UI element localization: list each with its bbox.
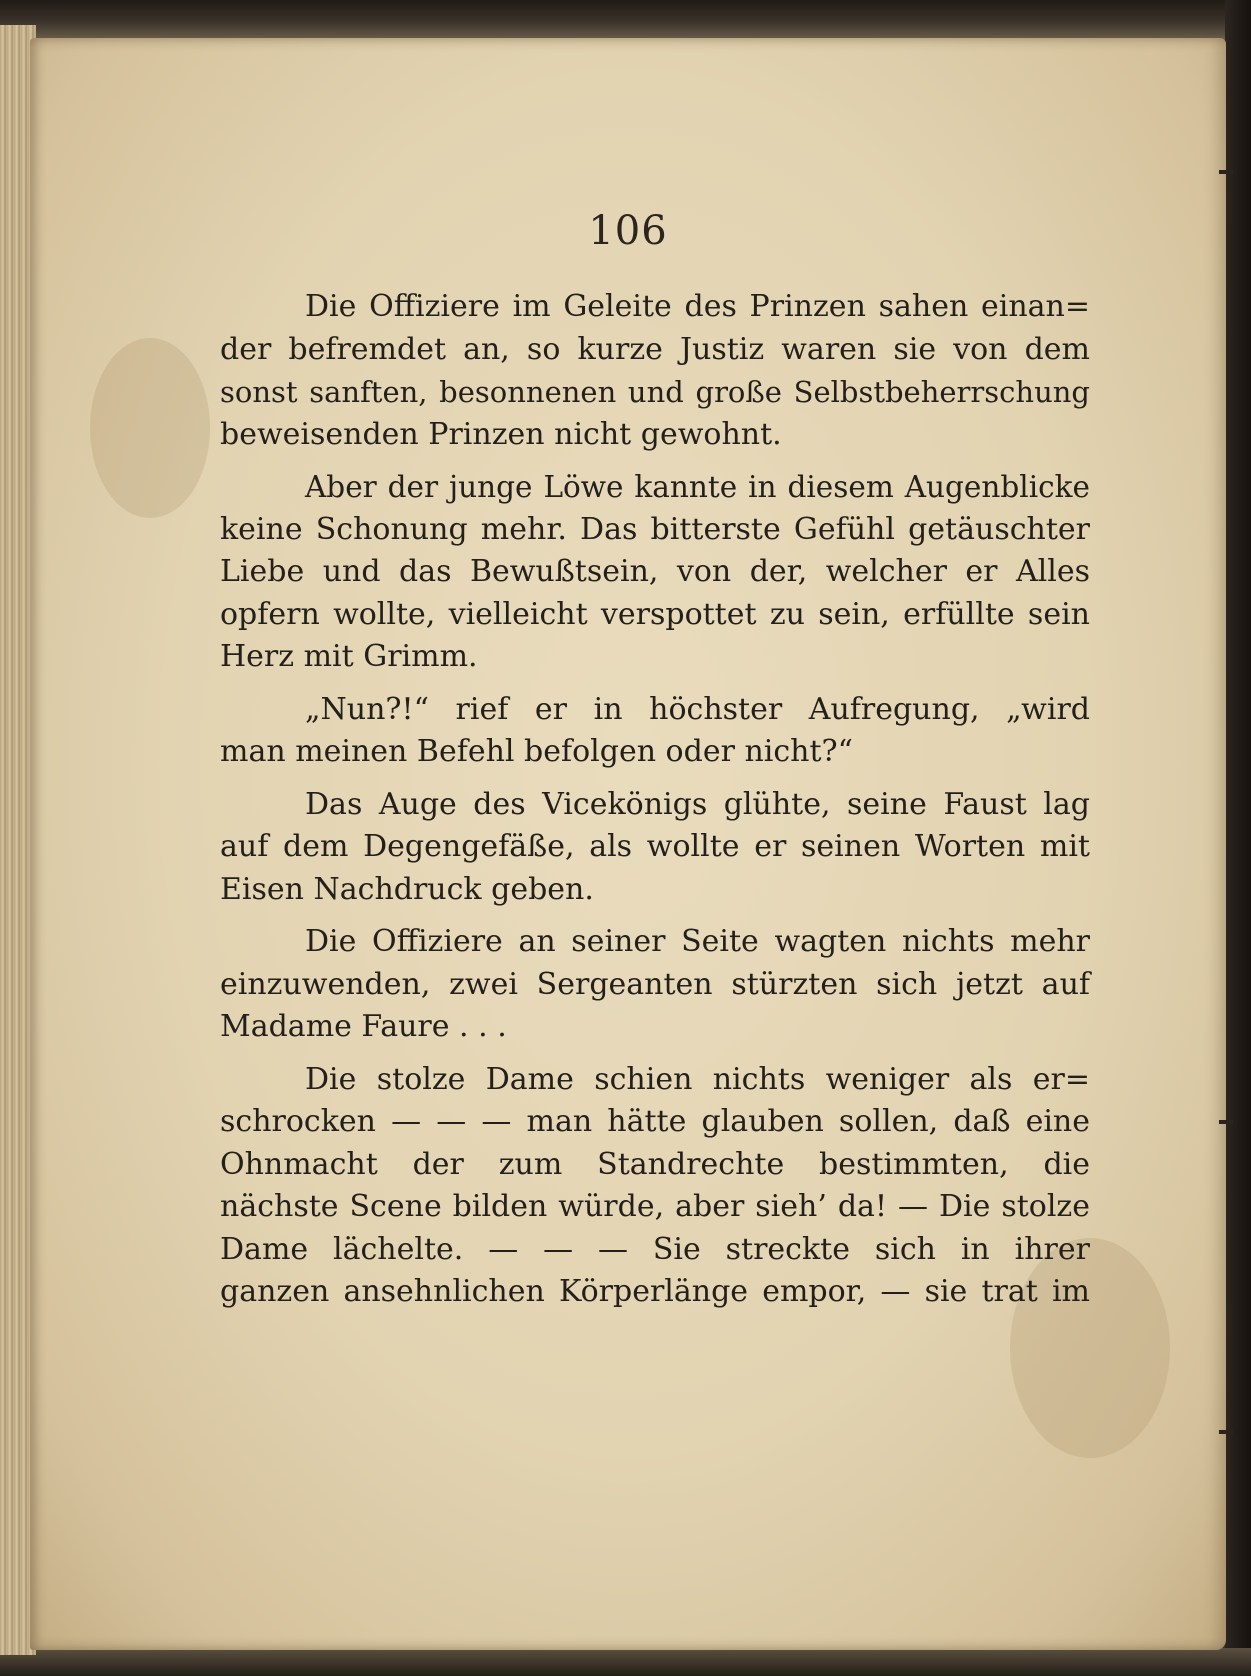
- text-line: Madame Faure . . .: [220, 1009, 507, 1044]
- text-line: Das Auge des Vicekönigs glühte, seine Faust lag: [305, 786, 1090, 822]
- text-line: „Nun?!“ rief er in höchster Aufregung, „wird: [305, 691, 1090, 727]
- text-line: Die stolze Dame schien nichts weniger als er=: [305, 1061, 1090, 1097]
- text-line: Ohnmacht der zum Standrechte bestimmten, die: [220, 1146, 1090, 1182]
- paragraph-4: [220, 784, 1090, 912]
- text-line: man meinen Befehl befolgen oder nicht?“: [220, 734, 853, 769]
- body-text: [220, 286, 1090, 1324]
- text-line: schrocken — — — man hätte glauben sollen, daß eine: [220, 1104, 1090, 1139]
- text-line: Eisen Nachdruck geben.: [220, 871, 594, 907]
- text-line: Dame lächelte. — — — Sie streckte sich in ihrer: [220, 1231, 1090, 1267]
- text-line: opfern wollte, vielleicht verspottet zu sein, erfüllte sein: [220, 596, 1090, 632]
- text-line: ganzen ansehnlichen Körperlänge empor, — sie trat im: [220, 1274, 1090, 1309]
- text-line: Aber der junge Löwe kannte in diesem Augenblicke: [305, 470, 1090, 504]
- page-number: 106: [588, 208, 668, 254]
- text-line: der befremdet an, so kurze Justiz waren sie von dem: [220, 331, 1090, 367]
- text-line: keine Schonung mehr. Das bitterste Gefühl getäuschter: [220, 511, 1090, 547]
- text-line: auf dem Degengefäße, als wollte er seinen Worten mit: [220, 829, 1090, 864]
- scan-background-right: [1225, 0, 1251, 1676]
- paragraph-3: [220, 689, 1090, 774]
- text-line: Herz mit Grimm.: [220, 639, 478, 674]
- paragraph-5: [220, 921, 1090, 1049]
- paper-stain: [90, 338, 210, 518]
- book-page: [30, 38, 1226, 1650]
- text-line: Liebe und das Bewußtsein, von der, welcher er Alles: [220, 554, 1090, 589]
- text-line: beweisenden Prinzen nicht gewohnt.: [220, 416, 782, 452]
- paragraph-1: [220, 286, 1090, 456]
- text-line: Die Offiziere im Geleite des Prinzen sahen einan=: [305, 289, 1090, 324]
- text-line: Die Offiziere an seiner Seite wagten nichts mehr: [305, 924, 1090, 959]
- edge-mark: [1219, 1120, 1233, 1124]
- scan-background-bottom: [0, 1648, 1251, 1676]
- scan-background-top: [0, 0, 1251, 40]
- text-line: nächste Scene bilden würde, aber sieh’ da! — Die stolze: [220, 1189, 1090, 1224]
- text-line: einzuwenden, zwei Sergeanten stürzten sich jetzt auf: [220, 966, 1090, 1002]
- paragraph-6: [220, 1059, 1090, 1314]
- edge-mark: [1219, 1430, 1233, 1434]
- edge-mark: [1219, 170, 1233, 174]
- text-line: sonst sanften, besonnenen und große Selbstbeherrschung: [220, 375, 1090, 409]
- paragraph-2: [220, 466, 1090, 679]
